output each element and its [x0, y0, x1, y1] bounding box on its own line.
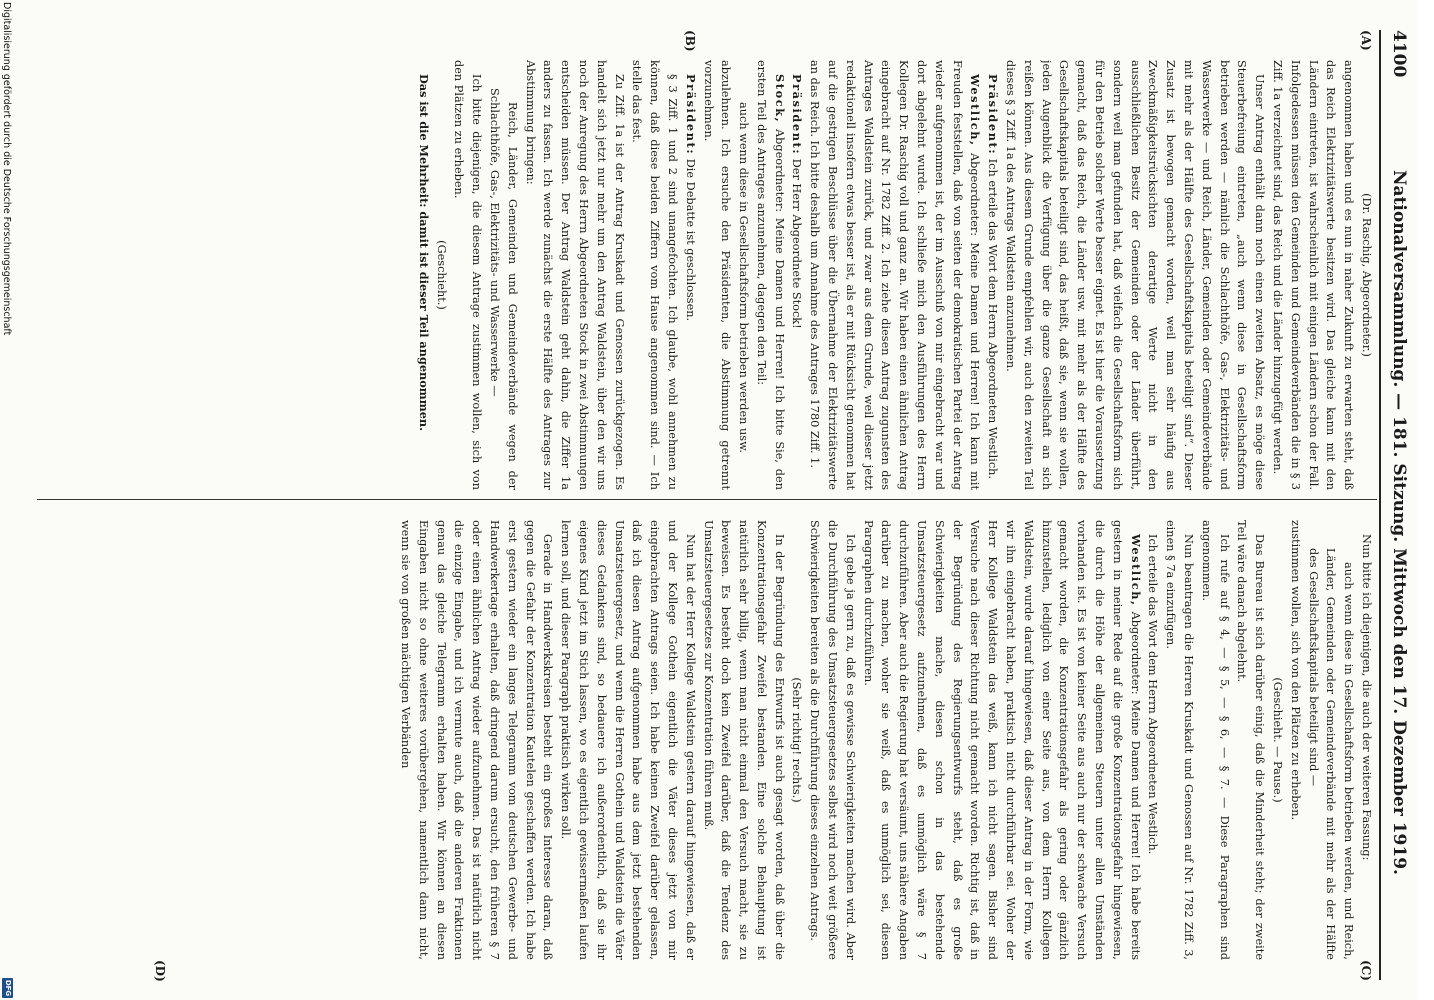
paragraph: Ich gebe ja gern zu, daß es gewisse Schwierigkeiten machen wird. Aber die Durchführung des Umsatzsteuergesetzes selbst wird noch weit größere Schwierigkeiten bereiten als die Durchführung dieses einzelnen Antrags.	[808, 520, 857, 960]
speaker-name: Präsident:	[790, 74, 805, 156]
margin-marker-c: (C)	[1359, 960, 1373, 981]
paragraph: Präsident: Der Herr Abgeordnete Stock!	[790, 74, 805, 329]
paragraph: Ich rufe auf § 4, — § 5, — § 6, — § 7. — Diese Paragraphen sind angenommen.	[1199, 520, 1231, 960]
quoted-text: auch wenn diese in Gesellschaftsform betrieben werden, und Reich, Länder, Gemeinden oder Gemeindeverbände mit mehr als der Hälfte des Gesellschaftskapitals beteiligt sind —	[1306, 548, 1356, 960]
paragraph: Nun hat der Herr Kollege Waldstein gestern darauf hingewiesen, daß er und der Kollege Gothein eigentlich die Väter dieses jetzt von mir eingebrachten Antrags seien. Ich habe keinen Zweifel darüber gelassen, daß ich diesen Antrag aufgenommen habe aus dem jetzt bestehenden Umsatzsteuergesetz, und wenn die Herren Gothein und Waldstein die Väter dieses Gedankens sind, so bedauere ich außerordentlich, daß sie ihr eigenes Kind jetzt im Stich lassen, wo es eigentlich gewissermaßen laufen lernen soll, und dieser Paragraph praktisch wirken soll.	[559, 520, 697, 960]
paragraph: Unser Antrag enthält dann noch einen zweiten Absatz, es möge diese Steuerbefreiung eintreten, „auch wenn diese in Gesellschaftsform betrieben werden — nämlich die Schlachthöfe, Gas-, Elektrizitäts- und Wasserwerke — und Reich, Länder, Gemeinden oder Gemeindeverbände mit mehr als der Hälfte des Gesellschaftskapitals beteiligt sind“. Dieser Zusatz ist bewogen gemacht worden, weil man sehr häufig aus Zweckmäßigkeitsrücksichten derartige Werte nicht in den ausschließlichen Besitz der Gemeinden oder der Länder überführt, sondern weil man gefunden hat, daß vielfach die Gesellschaftsform sich für den Betrieb solcher Werte besser eignet. Es ist hier die Voraussetzung gemacht, daß das Reich, die Länder usw. mit mehr als der Hälfte des Gesellschaftskapitals beteiligt sind, das heißt, daß sie, wenn sie wollen, jeden Augenblick die Verfügung über die ganze Gesellschaft an sich reißen können. Aus diesem Grunde empfehlen wir, auch den zweiten Teil dieses § 3 Ziff. 1a des Antrags Waldstein anzunehmen.	[1004, 60, 1267, 490]
margin-marker-a: (A)	[1359, 30, 1373, 51]
dfg-logo: DFG	[4, 979, 12, 997]
margin-marker-b: (B)	[683, 30, 697, 52]
speaker-name: Präsident:	[986, 74, 1001, 156]
paragraph: § 3 Ziff. 1 und 2 sind unangefochten. Ich glaube, wohl annehmen zu können, daß diese beiden Ziffern vom Hause angenommen sind. — Ich stelle das fest.	[630, 60, 679, 490]
paragraph: Nun beantragen die Herren Kruskadt und Genossen auf Nr. 1782 Ziff. 3, einen § 7a einzufügen.	[1164, 520, 1196, 960]
paragraph: Gerade in Handwerkskreisen besteht ein großes Interesse daran, daß gegen die Gefahr der Konzentration Kautelen geschaffen werden. Ich habe erst gestern wieder ein langes Telegramm vom deutschen Gewerbe- und Handwerkertage erhalten, daß dringend darum ersucht, den früheren § 7 oder einen ähnlichen Antrag wieder aufzunehmen. Das ist natürlich nicht die einzige Eingabe, und ich vermute auch, daß die anderen Fraktionen genau das gleiche Telegramm erhalten haben. Wir können an diesen Eingaben nicht so ohne weiteres vorübergehen, namentlich dann nicht, wenn sie von großen mächtigen Verbänden	[398, 520, 555, 960]
paragraph: Präsident: Die Debatte ist geschlossen.	[683, 74, 698, 322]
paragraph: Zu Ziff. 1a ist der Antrag Kruskadt und Genossen zurückgezogen. Es handelt sich jetzt nur mehr um den Antrag Waldstein, über den wir uns noch der Anregung des Herrn Abgeordneten Stock in zwei Abstimmungen entscheiden müssen. Der Antrag Waldstein geht dahin, die Ziffer 1a anders zu fassen. Ich werde zunächst die erste Hälfte des Antrages zur Abstimmung bringen:	[523, 60, 626, 490]
paragraph: Westlich, Abgeordneter: Meine Damen und Herren! Ich kann mit Freuden feststellen, daß von seiten der demokratischen Partei der Antrag wieder aufgenommen ist, der im Ausschuß von mir eingebracht war und dort abgelehnt wurde. Ich schließe mich den Ausführungen des Herrn Kollegen Dr. Raschig voll und ganz an. Wir haben einen ähnlichen Antrag eingebracht auf Nr. 1782 Ziff. 2. Ich ziehe diesen Antrag zugunsten des Antrages Waldstein zurück, und zwar aus dem Grunde, weil dieser jetzt redaktionell insofern etwas besser ist, als er mit Rücksicht genommen hat auf die gestrigen Beschlüsse über die Übernahme der Elektrizitätswerte an das Reich. Ich bitte deshalb um Annahme des Antrages 1780 Ziff. 1.	[808, 60, 983, 490]
left-column	[45, 60, 1375, 490]
margin-marker-d: (D)	[153, 960, 167, 982]
paragraph: angenommen haben und es nun in naher Zukunft zu erwarten steht, daß das Reich Elektrizitätswerte besitzen wird. Das gleiche kann mit den Ländern eintreten, ist wahrscheinlich mit einigen Ländern schon der Fall. Infolgedessen müssen den Gemeinden und Gemeindeverbänden die in § 3 Ziff. 1a verzeichnet sind, das Reich und die Länder hinzugefügt werden.	[1271, 60, 1356, 490]
header-rule	[1379, 30, 1381, 980]
digitization-footer	[0, 0, 13, 1000]
digitization-credit: Digitalisierung gefördert durch die Deutsche Forschungsgemeinschaft	[1, 2, 12, 336]
interjection: (Geschieht.)	[434, 240, 448, 310]
page-number: 4100	[1389, 30, 1409, 78]
paragraph: Ich bitte diejenigen, die diesem Antrage zustimmen wollen, sich von den Plätzen zu erheben.	[452, 60, 484, 490]
paragraph: abzulehnen. Ich ersuche den Präsidenten, die Abstimmung getrennt vorzunehmen.	[701, 60, 733, 490]
running-title: Nationalversammlung. — 181. Sitzung. Mittwoch den 17. Dezember 1919.	[1389, 170, 1409, 875]
interjection: (Geschieht. — Pause.)	[1271, 677, 1285, 803]
paragraph: Das ist die Mehrheit: damit ist dieser Teil angenommen.	[416, 74, 431, 432]
speaker-name: Stock,	[772, 74, 787, 124]
speaker-continuation: (Dr. Raschig, Abgeordneter.)	[1360, 193, 1373, 357]
speaker-name: Westlich,	[1128, 534, 1143, 607]
column-divider	[37, 499, 1377, 500]
paragraph: Präsident: Ich erteile das Wort dem Herrn Abgeordneten Westlich.	[986, 74, 1001, 480]
quoted-text: Reich, Länder, Gemeinden und Gemeindeverbände wegen der Schlachthöfe, Gas-, Elektrizitäts- und Wasserwerke —	[487, 88, 519, 490]
paragraph: zustimmen wollen, sich von den Plätzen zu erheben.	[1288, 520, 1302, 821]
paragraph: Das Bureau ist sich darüber einig, daß die Minderheit steht; der zweite Teil wäre danach abgelehnt.	[1235, 520, 1267, 960]
paragraph: Stock, Abgeordneter: Meine Damen und Herren! Ich bitte Sie, den ersten Teil des Antrages anzunehmen, dagegen den Teil:	[754, 60, 787, 490]
quoted-text: auch wenn diese in Gesellschaftsform betrieben werden usw.	[737, 102, 751, 454]
paragraph: In der Begründung des Entwurfs ist auch gesagt worden, daß über die Konzentrationsgefahr Zweifel bestanden. Eine solche Behauptung ist natürlich sehr billig, wenn man nicht einmal den Versuch macht, sie zu beweisen. Es besteht doch kein Zweifel darüber, daß die Tendenz des Umsatzsteuergesetzes zur Konzentration führen muß.	[701, 520, 786, 960]
paragraph: Westlich, Abgeordneter: Meine Damen und Herren! Ich habe bereits gestern in meiner Rede auf die große Konzentrationsgefahr hingewiesen, die durch die Höhe der allgemeinen Steuern unter allen Umständen vorhanden ist. Es ist von keiner Seite aus auch nur der schwache Versuch gemacht worden, die Konzentrationsgefahr als gering oder gänzlich hinzustellen, lediglich von einer Seite aus, von dem Herrn Kollegen Waldstein, wurde darauf hingewiesen, daß dieser Antrag in der Form, wie wir ihn eingebracht haben, praktisch nicht durchführbar sei. Woher der Herr Kollege Waldstein das weiß, kann ich nicht sagen. Bisher sind Versuche nach dieser Richtung nicht gemacht worden. Richtig ist, daß in der Begründung des Regierungsentwurfs steht, daß es große Schwierigkeiten mache, diesen schon in das bestehende Umsatzsteuergesetz aufzunehmen, daß es unmöglich wäre § 7 durchzuführen. Aber auch die Regierung hat versäumt, uns nähere Angaben darüber zu machen, woher sie weiß, daß es unmöglich sei, diesen Paragraphen durchzuführen.	[861, 520, 1143, 960]
paragraph: Ich erteile das Wort dem Herrn Abgeordneten Westlich.	[1146, 534, 1160, 855]
right-column	[45, 520, 1375, 960]
interjection: (Sehr richtig! rechts.)	[790, 677, 804, 803]
speaker-name: Westlich,	[968, 74, 983, 147]
paragraph: Nun bitte ich diejenigen, die auch der weiteren Fassung:	[1360, 534, 1373, 861]
page-header	[1385, 30, 1409, 980]
speaker-name: Präsident:	[683, 74, 698, 156]
